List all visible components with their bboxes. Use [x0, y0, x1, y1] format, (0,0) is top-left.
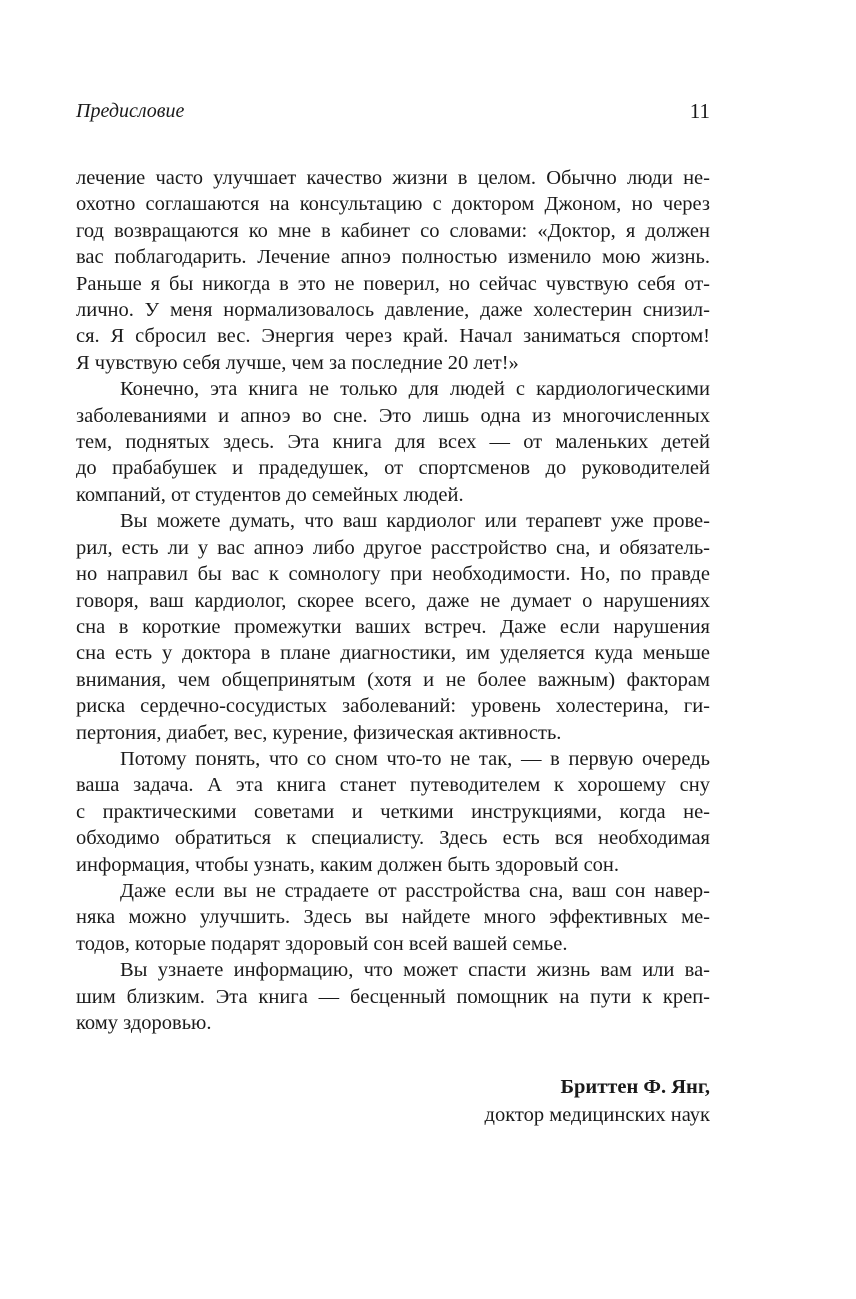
text-line: говоря, ваш кардиолог, скорее всего, даже не думает о нарушениях — [76, 589, 710, 612]
text-line: вас поблагодарить. Лечение апноэ полностью изменило мою жизнь. — [76, 246, 710, 269]
text-line: внимания, чем общепринятым (хотя и не более важным) факторам — [76, 668, 710, 691]
text-line: рил, есть ли у вас апноэ либо другое расстройство сна, и обязатель- — [76, 536, 710, 559]
text-line: Даже если вы не страдаете от расстройства сна, ваш сон навер- — [120, 879, 710, 902]
text-line: компаний, от студентов до семейных людей. — [76, 483, 464, 506]
text-line: лечение часто улучшает качество жизни в целом. Обычно люди не- — [76, 167, 710, 189]
text-line: Раньше я бы никогда в это не поверил, но сейчас чувствую себя от- — [76, 272, 710, 295]
text-line: но направил бы вас к сомнологу при необходимости. Но, по правде — [76, 563, 710, 586]
text-line: ваша задача. А эта книга станет путеводителем к хорошему сну — [76, 774, 710, 797]
text-line: с практическими советами и четкими инструкциями, когда не- — [76, 800, 710, 823]
text-line: тодов, которые подарят здоровый сон всей вашей семье. — [76, 932, 568, 955]
paragraph — [76, 508, 710, 746]
text-line: шим близким. Эта книга — бесценный помощник на пути к креп- — [76, 985, 710, 1008]
text-line: год возвращаются ко мне в кабинет со словами: «Доктор, я должен — [76, 219, 710, 242]
text-line: няка можно улучшить. Здесь вы найдете много эффективных ме- — [76, 906, 710, 929]
text-line: тем, поднятых здесь. Эта книга для всех — от маленьких детей — [76, 431, 710, 454]
text-line: заболеваниями и апноэ во сне. Это лишь одна из многочисленных — [76, 404, 710, 427]
text-line: пертония, диабет, вес, курение, физическая активность. — [76, 721, 562, 744]
text-line: информация, чтобы узнать, каким должен быть здоровый сон. — [76, 853, 620, 876]
text-line: риска сердечно-сосудистых заболеваний: уровень холестерина, ги- — [76, 695, 710, 718]
signature-title: доктор медицинских наук — [484, 1104, 710, 1126]
text-line: Потому понять, что со сном что-то не так, — в первую очередь — [120, 747, 710, 770]
text-line: Я чувствую себя лучше, чем за последние 20 лет!» — [76, 351, 519, 374]
text-line: кому здоровью. — [76, 1012, 212, 1034]
paragraph — [76, 957, 710, 1036]
text-line: Конечно, эта книга не только для людей с кардиологическими — [120, 378, 710, 401]
text-line: обходимо обратиться к специалисту. Здесь есть вся необходимая — [76, 827, 710, 850]
body-text — [76, 165, 710, 1036]
signature — [485, 1073, 710, 1129]
page-number: 11 — [689, 99, 710, 123]
text-line: до прабабушек и прадедушек, от спортсменов до руководителей — [76, 457, 710, 480]
paragraph — [76, 165, 710, 376]
running-head: Предисловие — [76, 100, 185, 122]
paragraph — [76, 878, 710, 957]
text-line: сна в короткие промежутки ваших встреч. Даже если нарушения — [76, 615, 710, 638]
text-line: Вы узнаете информацию, что может спасти жизнь вам или ва- — [120, 959, 710, 982]
text-line: сна есть у доктора в плане диагностики, им уделяется куда меньше — [76, 642, 710, 665]
text-line: охотно соглашаются на консультацию с доктором Джоном, но через — [76, 193, 710, 216]
text-line: Вы можете думать, что ваш кардиолог или терапевт уже прове- — [120, 510, 710, 533]
page-header — [76, 98, 710, 128]
paragraph — [76, 376, 710, 508]
signature-name: Бриттен Ф. Янг, — [560, 1076, 710, 1098]
text-line: ся. Я сбросил вес. Энергия через край. Начал заниматься спортом! — [76, 325, 710, 348]
paragraph — [76, 746, 710, 878]
text-line: лично. У меня нормализовалось давление, даже холестерин снизил- — [76, 299, 710, 322]
